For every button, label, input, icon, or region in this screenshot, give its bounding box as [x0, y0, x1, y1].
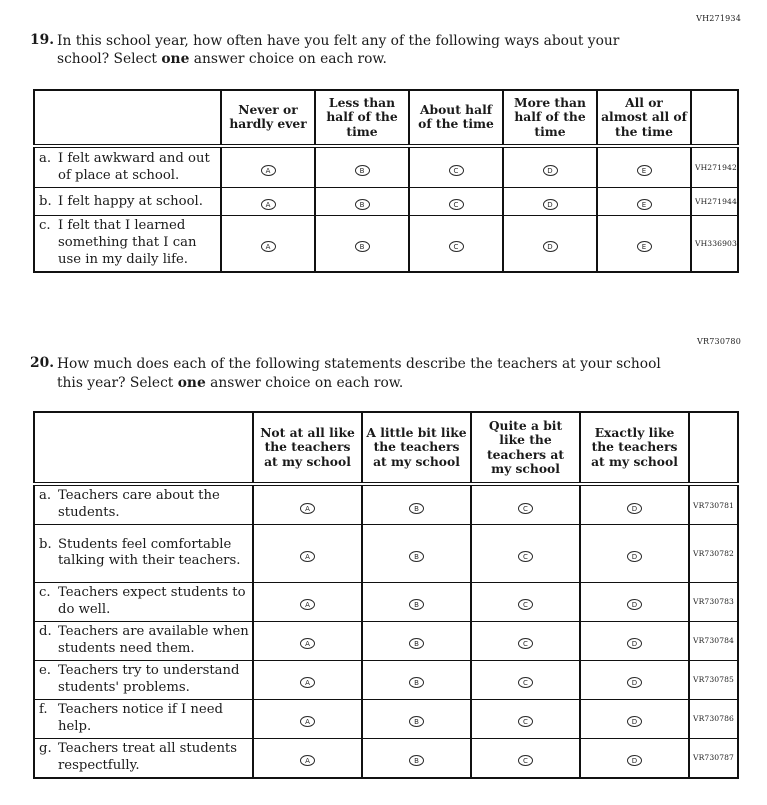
table-row	[34, 660, 738, 699]
answer-bubble-a[interactable]: A	[300, 599, 315, 610]
question-19-accession-code: VH271934	[696, 14, 741, 23]
row-letter: b.	[39, 536, 52, 552]
row-letter: a.	[39, 150, 52, 166]
answer-cell	[471, 738, 580, 777]
answer-bubble-d[interactable]: D	[627, 599, 642, 610]
answer-cell	[597, 216, 691, 272]
answer-bubble-b[interactable]: B	[409, 755, 424, 766]
answer-cell	[409, 146, 503, 188]
answer-bubble-e[interactable]: E	[637, 165, 652, 176]
answer-cell	[580, 738, 689, 777]
row-label-cell	[34, 146, 221, 188]
q20-column-header: Not at all like the teachers at my school	[253, 412, 362, 484]
answer-bubble-b[interactable]: B	[409, 551, 424, 562]
answer-bubble-a[interactable]: A	[261, 241, 276, 252]
question-20-bold-word: one	[177, 374, 206, 391]
answer-cell	[471, 621, 580, 660]
row-letter: f.	[39, 702, 48, 717]
question-19-bold-word: one	[161, 51, 190, 68]
answer-bubble-c[interactable]: C	[518, 599, 533, 610]
row-label-cell	[34, 582, 253, 621]
row-label: I felt happy at school.	[58, 193, 203, 209]
answer-bubble-c[interactable]: C	[518, 503, 533, 514]
answer-cell	[409, 188, 503, 216]
answer-cell	[362, 484, 471, 524]
row-label: Teachers try to understand students' problems.	[58, 663, 240, 695]
answer-cell	[362, 699, 471, 738]
answer-bubble-e[interactable]: E	[637, 241, 652, 252]
answer-cell	[253, 484, 362, 524]
answer-cell	[315, 216, 409, 272]
answer-bubble-d[interactable]: D	[627, 503, 642, 514]
row-code: VR730783	[689, 582, 738, 621]
table-row	[34, 524, 738, 582]
q19-column-header: Never or hardly ever	[221, 90, 315, 146]
q19-answer-table	[33, 89, 739, 273]
answer-cell	[221, 188, 315, 216]
row-label-cell	[34, 524, 253, 582]
answer-bubble-a[interactable]: A	[300, 503, 315, 514]
answer-bubble-b[interactable]: B	[409, 503, 424, 514]
table-row	[34, 699, 738, 738]
row-label: Teachers expect students to do well.	[58, 585, 246, 617]
row-letter: c.	[39, 585, 51, 600]
q19-code-header	[691, 90, 738, 146]
row-label: Teachers care about the students.	[58, 488, 220, 520]
answer-bubble-b[interactable]: B	[409, 716, 424, 727]
answer-cell	[597, 188, 691, 216]
answer-cell	[580, 524, 689, 582]
answer-bubble-c[interactable]: C	[518, 716, 533, 727]
row-code: VR730781	[689, 484, 738, 524]
answer-bubble-d[interactable]: D	[543, 199, 558, 210]
table-row	[34, 621, 738, 660]
question-19-line2: school? Select	[57, 51, 162, 68]
answer-bubble-c[interactable]: C	[518, 755, 533, 766]
answer-cell	[503, 146, 597, 188]
answer-bubble-c[interactable]: C	[518, 677, 533, 688]
q20-column-header: Quite a bit like the teachers at my school	[471, 412, 580, 484]
answer-bubble-d[interactable]: D	[627, 755, 642, 766]
q19-column-header: Less than half of the time	[315, 90, 409, 146]
row-code: VR730786	[689, 699, 738, 738]
answer-cell	[471, 484, 580, 524]
answer-bubble-d[interactable]: D	[627, 716, 642, 727]
answer-cell	[253, 738, 362, 777]
q19-header-row	[34, 90, 738, 146]
table-row	[34, 188, 738, 216]
answer-cell	[315, 146, 409, 188]
row-letter: c.	[39, 218, 51, 234]
row-label: Teachers are available when students need them.	[58, 624, 249, 656]
row-code: VR730784	[689, 621, 738, 660]
question-19-line1: In this school year, how often have you felt any of the following ways about your	[57, 33, 620, 49]
answer-bubble-b[interactable]: B	[409, 677, 424, 688]
answer-cell	[253, 621, 362, 660]
answer-cell	[362, 621, 471, 660]
table-row	[34, 738, 738, 777]
answer-cell	[580, 699, 689, 738]
question-19-line2-end: answer choice on each row.	[189, 51, 387, 68]
row-label-cell	[34, 738, 253, 777]
answer-cell	[471, 524, 580, 582]
q20-column-header: A little bit like the teachers at my school	[362, 412, 471, 484]
question-20-line2: this year? Select	[57, 374, 178, 391]
answer-bubble-b[interactable]: B	[409, 638, 424, 649]
row-label: I felt awkward and out of place at school.	[58, 150, 210, 183]
question-19	[30, 32, 767, 69]
question-19-number: 19.	[30, 32, 55, 48]
answer-bubble-a[interactable]: A	[261, 165, 276, 176]
answer-bubble-d[interactable]: D	[543, 241, 558, 252]
row-label-cell	[34, 484, 253, 524]
answer-cell	[580, 484, 689, 524]
answer-cell	[503, 188, 597, 216]
answer-bubble-a[interactable]: A	[300, 638, 315, 649]
answer-cell	[362, 582, 471, 621]
answer-bubble-d[interactable]: D	[627, 638, 642, 649]
answer-bubble-a[interactable]: A	[300, 677, 315, 688]
answer-cell	[409, 216, 503, 272]
answer-cell	[315, 188, 409, 216]
answer-bubble-d[interactable]: D	[627, 551, 642, 562]
table-row	[34, 216, 738, 272]
question-20-accession-code: VR730780	[697, 337, 741, 347]
row-letter: e.	[39, 663, 51, 678]
answer-cell	[253, 699, 362, 738]
q19-column-header: About half of the time	[409, 90, 503, 146]
answer-cell	[580, 660, 689, 699]
answer-bubble-c[interactable]: C	[518, 551, 533, 562]
answer-bubble-b[interactable]: B	[355, 165, 370, 176]
q20-column-header: Exactly like the teachers at my school	[580, 412, 689, 484]
q20-answer-table	[33, 411, 739, 779]
answer-cell	[253, 524, 362, 582]
question-20-number: 20.	[30, 355, 55, 372]
row-label: Students feel comfortable talking with their teachers.	[58, 536, 241, 569]
answer-bubble-c[interactable]: C	[449, 165, 464, 176]
answer-bubble-d[interactable]: D	[627, 677, 642, 688]
row-code: VH271942	[691, 146, 738, 188]
answer-cell	[471, 699, 580, 738]
answer-cell	[221, 216, 315, 272]
answer-bubble-d[interactable]: D	[543, 165, 558, 176]
row-label-cell	[34, 216, 221, 272]
row-label-cell	[34, 188, 221, 216]
row-label-cell	[34, 699, 253, 738]
row-code: VR730787	[689, 738, 738, 777]
answer-cell	[471, 582, 580, 621]
q19-stub-header	[34, 90, 221, 146]
question-19-text	[57, 32, 661, 69]
q20-stub-header	[34, 412, 253, 484]
row-letter: a.	[39, 488, 52, 504]
answer-cell	[221, 146, 315, 188]
answer-cell	[362, 738, 471, 777]
answer-bubble-e[interactable]: E	[637, 199, 652, 210]
row-label-cell	[34, 660, 253, 699]
answer-bubble-a[interactable]: A	[300, 551, 315, 562]
row-letter: g.	[39, 740, 52, 756]
row-label: I felt that I learned something that I can use in my daily life.	[58, 218, 197, 268]
answer-cell	[597, 146, 691, 188]
answer-cell	[362, 660, 471, 699]
row-code: VH271944	[691, 188, 738, 216]
answer-cell	[362, 524, 471, 582]
q20-header-row	[34, 412, 738, 484]
answer-cell	[580, 582, 689, 621]
row-label: Teachers notice if I need help.	[58, 702, 223, 734]
q20-code-header	[689, 412, 738, 484]
question-20-line2-end: answer choice on each row.	[205, 374, 404, 391]
row-label: Teachers treat all students respectfully.	[58, 740, 238, 773]
answer-bubble-b[interactable]: B	[409, 599, 424, 610]
table-row	[34, 582, 738, 621]
answer-cell	[471, 660, 580, 699]
answer-cell	[253, 582, 362, 621]
row-code: VR730782	[689, 524, 738, 582]
answer-bubble-a[interactable]: A	[261, 199, 276, 210]
answer-cell	[503, 216, 597, 272]
answer-cell	[580, 621, 689, 660]
answer-bubble-a[interactable]: A	[300, 755, 315, 766]
q19-column-header: All or almost all of the time	[597, 90, 691, 146]
table-row	[34, 146, 738, 188]
answer-bubble-b[interactable]: B	[355, 241, 370, 252]
row-letter: b.	[39, 193, 52, 209]
answer-bubble-c[interactable]: C	[449, 199, 464, 210]
row-letter: d.	[39, 624, 52, 639]
table-row	[34, 484, 738, 524]
answer-bubble-a[interactable]: A	[300, 716, 315, 727]
q19-column-header: More than half of the time	[503, 90, 597, 146]
question-20-line1: How much does each of the following statements describe the teachers at your school	[57, 356, 661, 373]
answer-bubble-c[interactable]: C	[518, 638, 533, 649]
row-code: VH336903	[691, 216, 738, 272]
question-20-text	[57, 355, 661, 392]
row-label-cell	[34, 621, 253, 660]
answer-bubble-b[interactable]: B	[355, 199, 370, 210]
answer-cell	[253, 660, 362, 699]
answer-bubble-c[interactable]: C	[449, 241, 464, 252]
question-20	[30, 355, 767, 392]
row-code: VR730785	[689, 660, 738, 699]
